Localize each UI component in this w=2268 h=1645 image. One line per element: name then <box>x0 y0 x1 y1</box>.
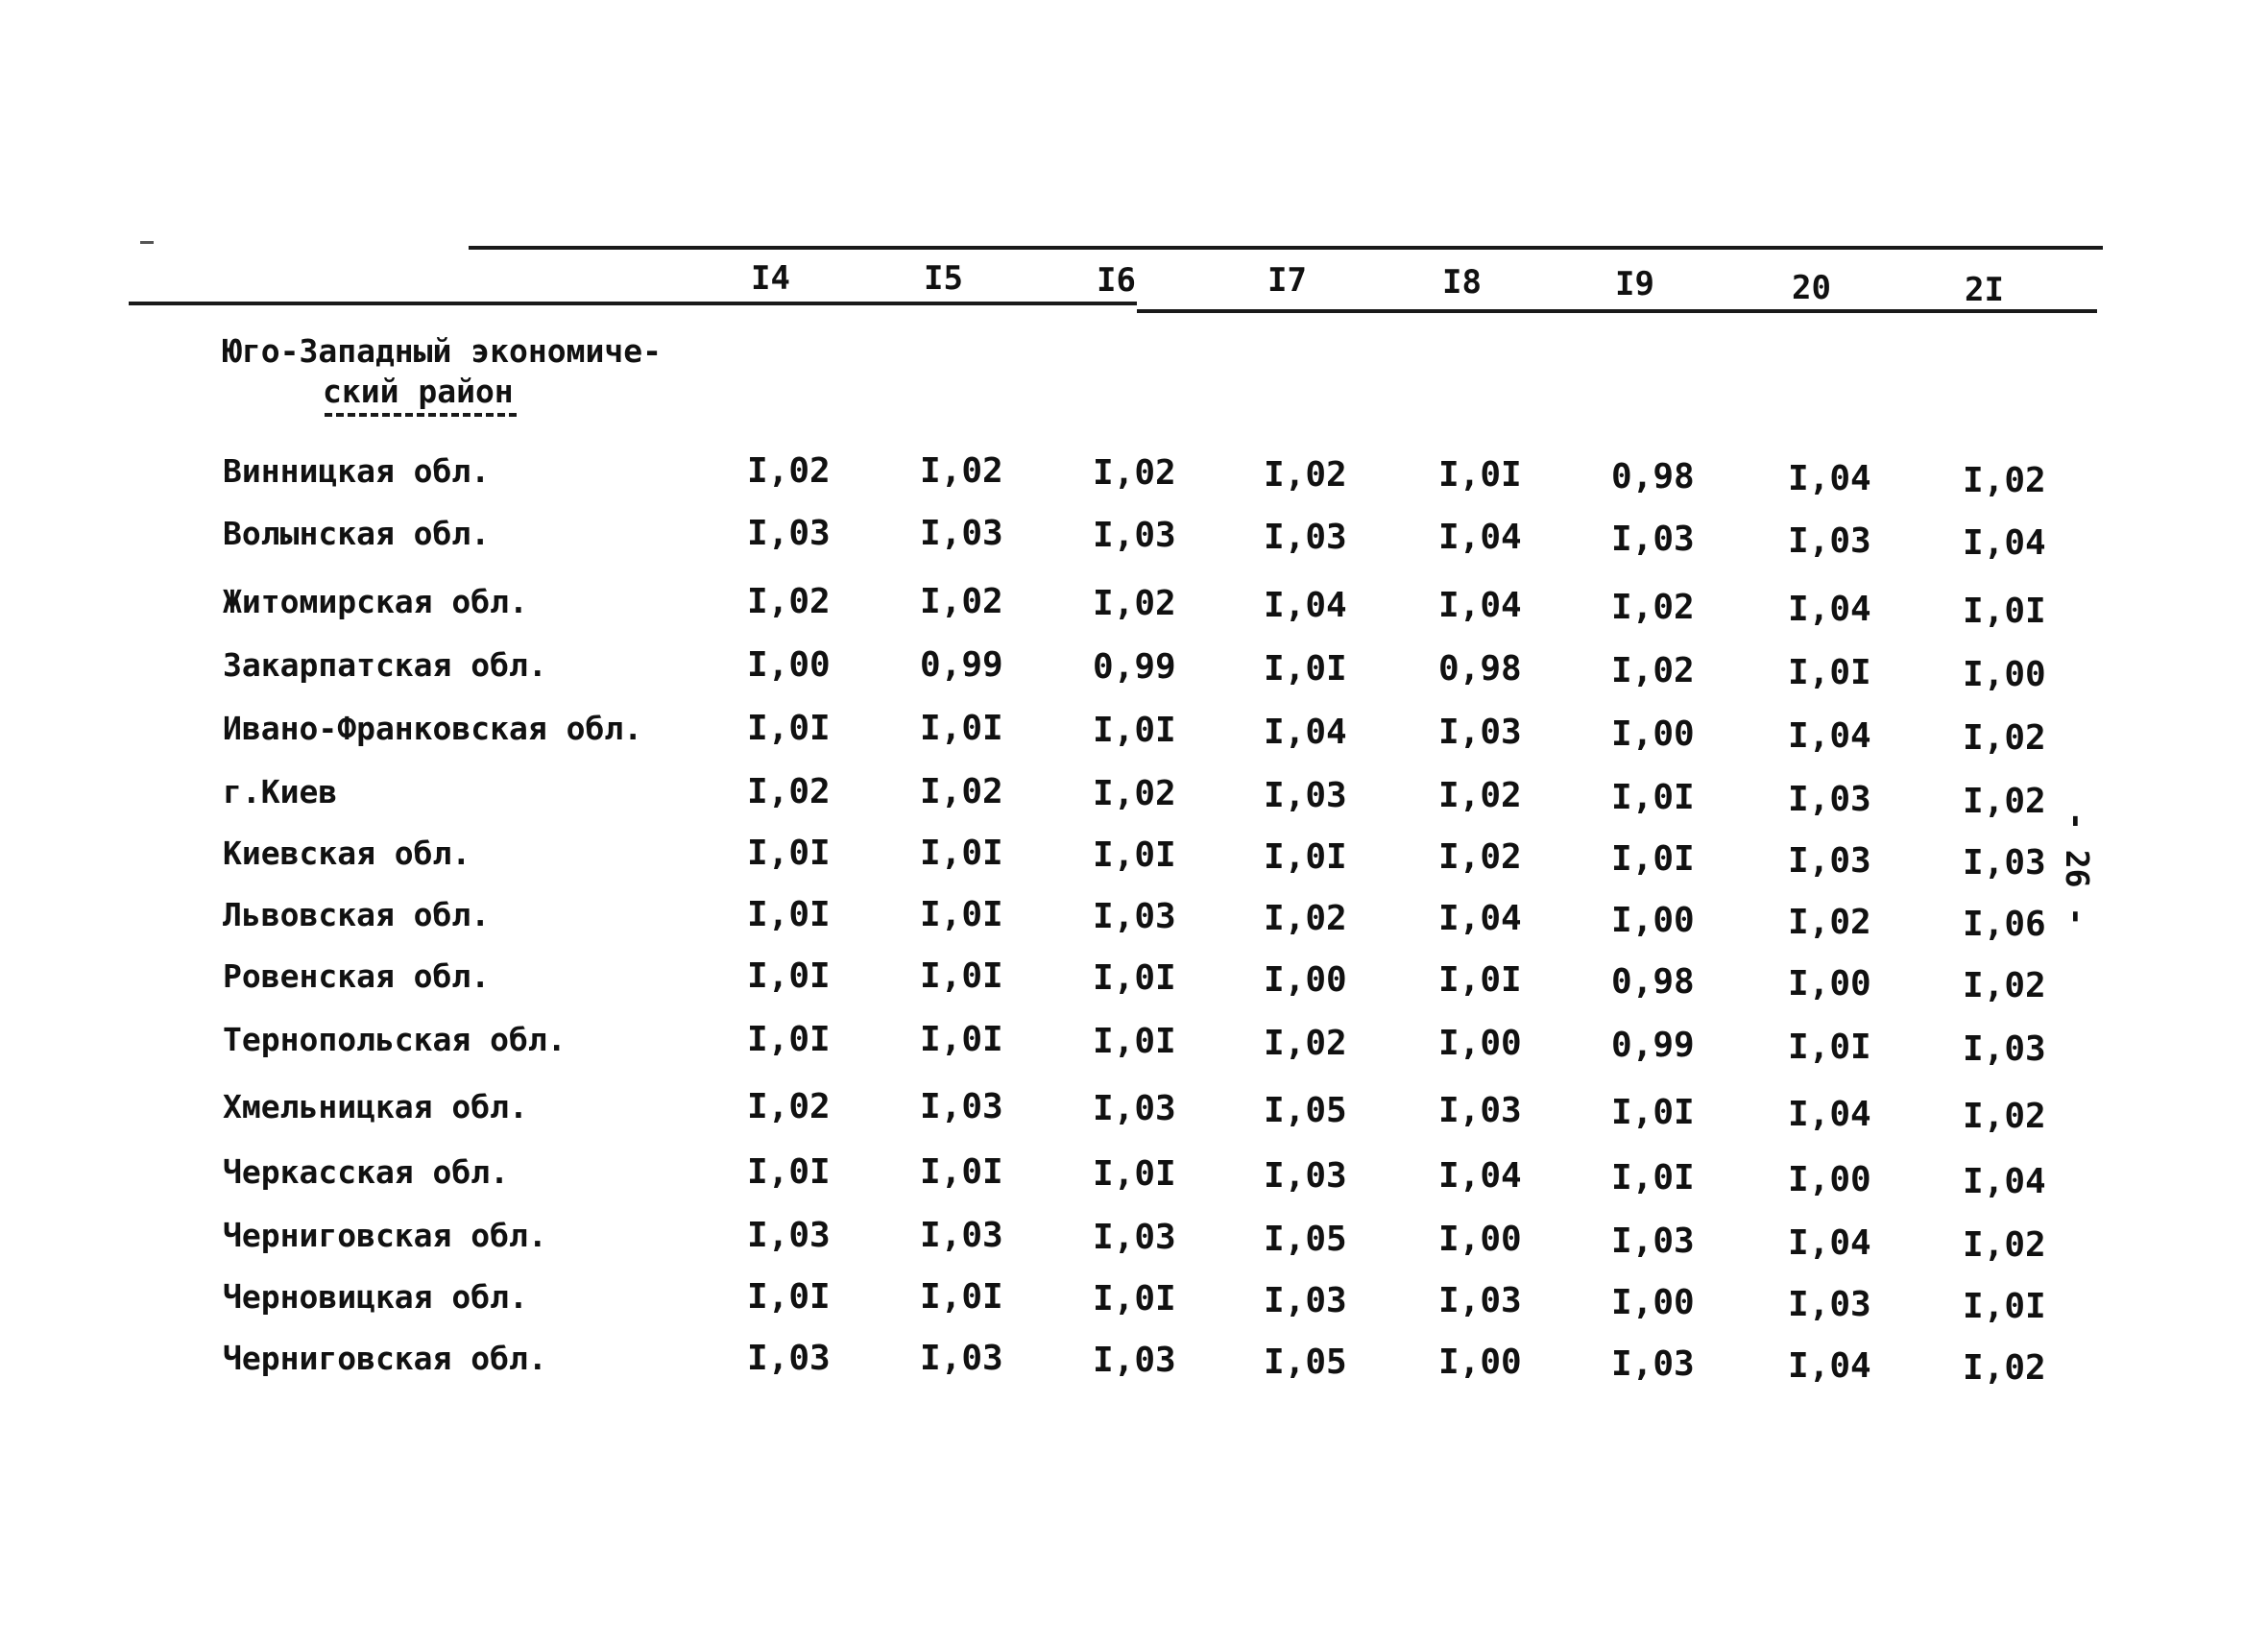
table-cell: I,0I <box>1093 1022 1176 1061</box>
table-cell: I,02 <box>1963 1225 2046 1265</box>
table-cell: I,02 <box>1264 1024 1347 1063</box>
row-label: Черновицкая обл. <box>223 1278 528 1316</box>
column-header: I9 <box>1615 265 1654 303</box>
table-cell: I,0I <box>747 1277 831 1317</box>
row-label: Киевская обл. <box>223 835 471 872</box>
table-cell: I,02 <box>1093 584 1176 623</box>
table-cell: I,03 <box>1093 1089 1176 1128</box>
table-cell: I,04 <box>1438 586 1522 625</box>
page-number: - 26 - <box>2059 811 2096 927</box>
table-cell: I,03 <box>1438 713 1522 752</box>
column-header: I5 <box>924 259 963 298</box>
table-cell: I,0I <box>1788 1028 1871 1067</box>
table-cell: I,0I <box>747 956 831 996</box>
table-cell: I,02 <box>1438 776 1522 815</box>
table-cell: I,02 <box>920 772 1003 811</box>
row-label: Черниговская обл. <box>223 1217 547 1254</box>
row-label: Хмельницкая обл. <box>223 1088 528 1125</box>
table-cell: I,0I <box>1093 711 1176 750</box>
table-cell: I,0I <box>1264 837 1347 877</box>
table-cell: I,0I <box>1611 778 1695 817</box>
table-cell: I,02 <box>747 451 831 491</box>
table-cell: I,00 <box>1788 964 1871 1004</box>
table-cell: I,0I <box>747 709 831 748</box>
table-cell: I,03 <box>1611 1344 1695 1384</box>
table-cell: 0,99 <box>1611 1026 1695 1065</box>
table-cell: I,02 <box>920 451 1003 491</box>
table-cell: I,02 <box>1963 718 2046 758</box>
table-cell: I,02 <box>747 772 831 811</box>
table-cell: I,03 <box>1093 1218 1176 1257</box>
table-cell: I,02 <box>1788 903 1871 942</box>
table-top-rule <box>469 246 2103 250</box>
table-cell: I,03 <box>1788 1285 1871 1324</box>
table-cell: I,04 <box>1264 713 1347 752</box>
table-cell: I,02 <box>1963 461 2046 500</box>
table-cell: I,04 <box>1788 590 1871 629</box>
table-cell: I,04 <box>1788 1223 1871 1263</box>
table-cell: I,00 <box>747 645 831 685</box>
table-cell: I,03 <box>1438 1281 1522 1320</box>
row-label: Ровенская обл. <box>223 957 491 995</box>
table-cell: I,0I <box>920 895 1003 934</box>
table-cell: I,05 <box>1264 1343 1347 1382</box>
table-cell: I,03 <box>920 1339 1003 1378</box>
table-cell: I,03 <box>747 514 831 553</box>
row-label: Закарпатская обл. <box>223 646 547 684</box>
table-cell: I,03 <box>1093 516 1176 555</box>
table-cell: I,0I <box>747 895 831 934</box>
table-cell: I,05 <box>1264 1220 1347 1259</box>
table-cell: I,03 <box>1611 1222 1695 1261</box>
table-cell: I,00 <box>1611 901 1695 940</box>
table-cell: I,03 <box>1264 1156 1347 1196</box>
table-cell: I,00 <box>1963 655 2046 694</box>
table-cell: I,0I <box>747 1020 831 1059</box>
table-cell: I,0I <box>1438 455 1522 495</box>
table-cell: I,03 <box>747 1216 831 1255</box>
table-header-rule-right <box>1137 309 2097 313</box>
table-cell: I,0I <box>920 709 1003 748</box>
table-cell: I,04 <box>1438 518 1522 557</box>
table-cell: I,0I <box>1264 649 1347 689</box>
table-cell: I,03 <box>1264 776 1347 815</box>
table-cell: I,0I <box>1963 1287 2046 1326</box>
table-cell: I,00 <box>1264 960 1347 1000</box>
column-header: I6 <box>1097 261 1136 300</box>
table-cell: 0,98 <box>1611 457 1695 496</box>
table-header-rule-left <box>129 302 1137 305</box>
table-cell: I,03 <box>920 514 1003 553</box>
table-cell: I,0I <box>1611 839 1695 879</box>
table-cell: I,0I <box>920 1020 1003 1059</box>
table-cell: I,04 <box>1788 1095 1871 1134</box>
column-header: 2I <box>1965 271 2004 309</box>
table-cell: I,03 <box>1788 780 1871 819</box>
table-cell: I,02 <box>1264 455 1347 495</box>
table-cell: I,02 <box>1093 774 1176 813</box>
table-cell: I,02 <box>747 1087 831 1126</box>
table-cell: 0,98 <box>1438 649 1522 689</box>
table-cell: I,03 <box>1264 1281 1347 1320</box>
table-cell: I,0I <box>920 956 1003 996</box>
row-label: Волынская обл. <box>223 515 491 552</box>
table-cell: I,03 <box>1788 521 1871 561</box>
table-cell: I,00 <box>1788 1160 1871 1199</box>
table-cell: I,0I <box>920 834 1003 873</box>
table-cell: I,0I <box>1093 835 1176 875</box>
table-cell: I,04 <box>1788 459 1871 498</box>
table-cell: I,02 <box>1963 966 2046 1005</box>
table-cell: I,0I <box>1093 1279 1176 1318</box>
table-cell: I,04 <box>1264 586 1347 625</box>
table-cell: I,0I <box>747 1152 831 1192</box>
table-cell: I,04 <box>1788 716 1871 756</box>
table-cell: I,02 <box>1093 453 1176 493</box>
row-label: г.Киев <box>223 773 338 810</box>
column-header: I4 <box>751 259 790 298</box>
table-cell: I,03 <box>1438 1091 1522 1130</box>
table-cell: I,02 <box>1264 899 1347 938</box>
table-cell: I,0I <box>1788 653 1871 692</box>
section-title-line-2: ский район <box>323 373 514 410</box>
table-cell: I,06 <box>1963 905 2046 944</box>
table-cell: I,03 <box>1963 1029 2046 1069</box>
table-cell: I,05 <box>1264 1091 1347 1130</box>
table-cell: I,02 <box>1438 837 1522 877</box>
table-cell: I,00 <box>1611 714 1695 754</box>
table-cell: I,00 <box>1438 1220 1522 1259</box>
table-cell: I,02 <box>1963 1348 2046 1388</box>
table-cell: I,02 <box>920 582 1003 621</box>
table-cell: I,03 <box>1093 897 1176 936</box>
table-cell: I,04 <box>1963 523 2046 563</box>
table-cell: I,0I <box>1093 958 1176 998</box>
table-cell: I,0I <box>1438 960 1522 1000</box>
table-cell: I,02 <box>1963 782 2046 821</box>
table-cell: I,03 <box>1963 843 2046 883</box>
table-cell: I,03 <box>1788 841 1871 881</box>
table-cell: I,03 <box>747 1339 831 1378</box>
table-cell: I,02 <box>747 582 831 621</box>
table-cell: I,00 <box>1438 1343 1522 1382</box>
section-title <box>223 331 662 412</box>
table-cell: I,03 <box>1264 518 1347 557</box>
table-cell: I,0I <box>747 834 831 873</box>
table-cell: I,0I <box>1611 1158 1695 1197</box>
table-cell: I,03 <box>1611 520 1695 559</box>
row-label: Черниговская обл. <box>223 1340 547 1377</box>
table-cell: I,0I <box>1963 592 2046 631</box>
table-cell: I,02 <box>1963 1097 2046 1136</box>
table-cell: I,04 <box>1788 1346 1871 1386</box>
table-cell: 0,99 <box>920 645 1003 685</box>
scan-speck <box>140 241 154 244</box>
section-title-line-1: Юго-Западный экономиче- <box>223 332 662 370</box>
row-label: Тернопольская обл. <box>223 1021 567 1058</box>
table-cell: I,03 <box>1093 1341 1176 1380</box>
table-cell: I,00 <box>1611 1283 1695 1322</box>
table-cell: I,03 <box>920 1216 1003 1255</box>
table-cell: I,0I <box>1611 1093 1695 1132</box>
row-label: Львовская обл. <box>223 896 491 933</box>
table-cell: I,0I <box>920 1152 1003 1192</box>
row-label: Черкасская обл. <box>223 1153 510 1191</box>
table-cell: I,0I <box>920 1277 1003 1317</box>
table-cell: I,04 <box>1963 1162 2046 1201</box>
table-cell: I,0I <box>1093 1154 1176 1194</box>
table-cell: I,04 <box>1438 1156 1522 1196</box>
row-label: Ивано-Франковская обл. <box>223 710 643 747</box>
table-cell: I,02 <box>1611 651 1695 690</box>
table-cell: I,04 <box>1438 899 1522 938</box>
section-title-underline <box>325 413 517 417</box>
column-header: I7 <box>1267 261 1307 300</box>
column-header: I8 <box>1442 263 1482 302</box>
column-header: 20 <box>1792 269 1831 307</box>
table-cell: I,03 <box>920 1087 1003 1126</box>
table-cell: I,00 <box>1438 1024 1522 1063</box>
row-label: Винницкая обл. <box>223 452 491 490</box>
table-cell: I,02 <box>1611 588 1695 627</box>
row-label: Житомирская обл. <box>223 583 528 620</box>
table-cell: 0,99 <box>1093 647 1176 687</box>
table-cell: 0,98 <box>1611 962 1695 1002</box>
